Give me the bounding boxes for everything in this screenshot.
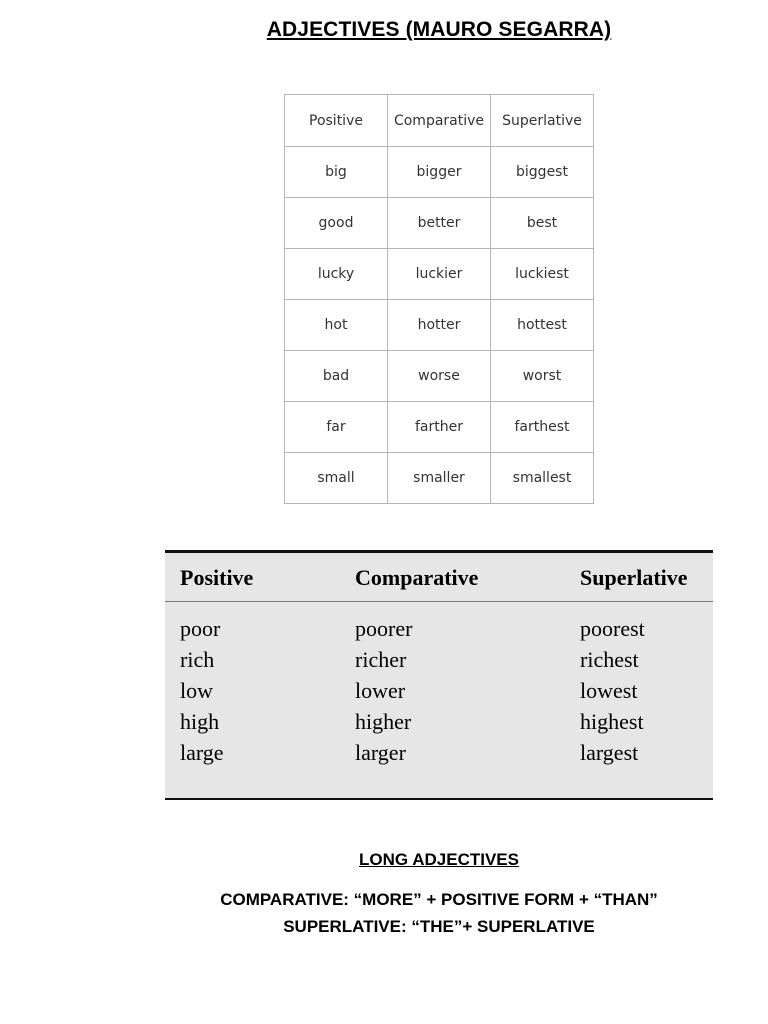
table-row: [285, 402, 594, 453]
table-cell: rich: [180, 647, 215, 672]
table-row: [165, 616, 713, 647]
table-cell: hotter: [388, 300, 491, 351]
section-heading: LONG ADJECTIVES: [359, 850, 519, 869]
table-cell: better: [388, 198, 491, 249]
table-header-row: [285, 95, 594, 147]
table-row: [165, 647, 713, 678]
table-cell: biggest: [491, 147, 594, 198]
table-cell: higher: [355, 709, 412, 734]
table-cell: low: [180, 678, 213, 703]
table-cell: best: [491, 198, 594, 249]
table-row: [165, 740, 713, 771]
comparative-rule: COMPARATIVE: “MORE” + POSITIVE FORM + “THAN”: [220, 890, 658, 909]
table-cell: richest: [580, 647, 639, 672]
table-cell: bad: [285, 351, 388, 402]
table-cell: highest: [580, 709, 644, 734]
table-cell: smaller: [388, 453, 491, 504]
column-header: Superlative: [580, 565, 688, 590]
table-cell: largest: [580, 740, 639, 765]
table-cell: worse: [388, 351, 491, 402]
table-row: [285, 198, 594, 249]
table-cell: lowest: [580, 678, 638, 703]
table-row: [285, 147, 594, 198]
table-cell: bigger: [388, 147, 491, 198]
table-cell: lucky: [285, 249, 388, 300]
table-row: [285, 351, 594, 402]
table-header-row: [165, 553, 713, 602]
adjectives-table-regular: [165, 550, 713, 800]
table-cell: large: [180, 740, 224, 765]
table-cell: poorest: [580, 616, 645, 641]
adjectives-table-short: [284, 94, 594, 504]
table-cell: richer: [355, 647, 407, 672]
table-row: [165, 678, 713, 709]
table-cell: poorer: [355, 616, 413, 641]
table-row: [285, 249, 594, 300]
table-cell: small: [285, 453, 388, 504]
table-body: [165, 616, 713, 771]
table-cell: far: [285, 402, 388, 453]
table-cell: poor: [180, 616, 221, 641]
table-cell: farthest: [491, 402, 594, 453]
table-row: [165, 709, 713, 740]
column-header: Positive: [180, 565, 254, 590]
table-cell: smallest: [491, 453, 594, 504]
table-cell: farther: [388, 402, 491, 453]
table-cell: big: [285, 147, 388, 198]
table-cell: luckiest: [491, 249, 594, 300]
superlative-rule: SUPERLATIVE: “THE”+ SUPERLATIVE: [283, 917, 595, 936]
column-header: Superlative: [491, 95, 594, 147]
table-row: [285, 453, 594, 504]
table-cell: luckier: [388, 249, 491, 300]
table-row: [285, 300, 594, 351]
table-cell: larger: [355, 740, 406, 765]
column-header: Positive: [285, 95, 388, 147]
column-header: Comparative: [388, 95, 491, 147]
table-cell: hot: [285, 300, 388, 351]
table-cell: high: [180, 709, 220, 734]
table-cell: hottest: [491, 300, 594, 351]
table-cell: lower: [355, 678, 406, 703]
column-header: Comparative: [355, 565, 479, 590]
table-cell: worst: [491, 351, 594, 402]
table-cell: good: [285, 198, 388, 249]
document-title: ADJECTIVES (MAURO SEGARRA): [266, 18, 612, 41]
